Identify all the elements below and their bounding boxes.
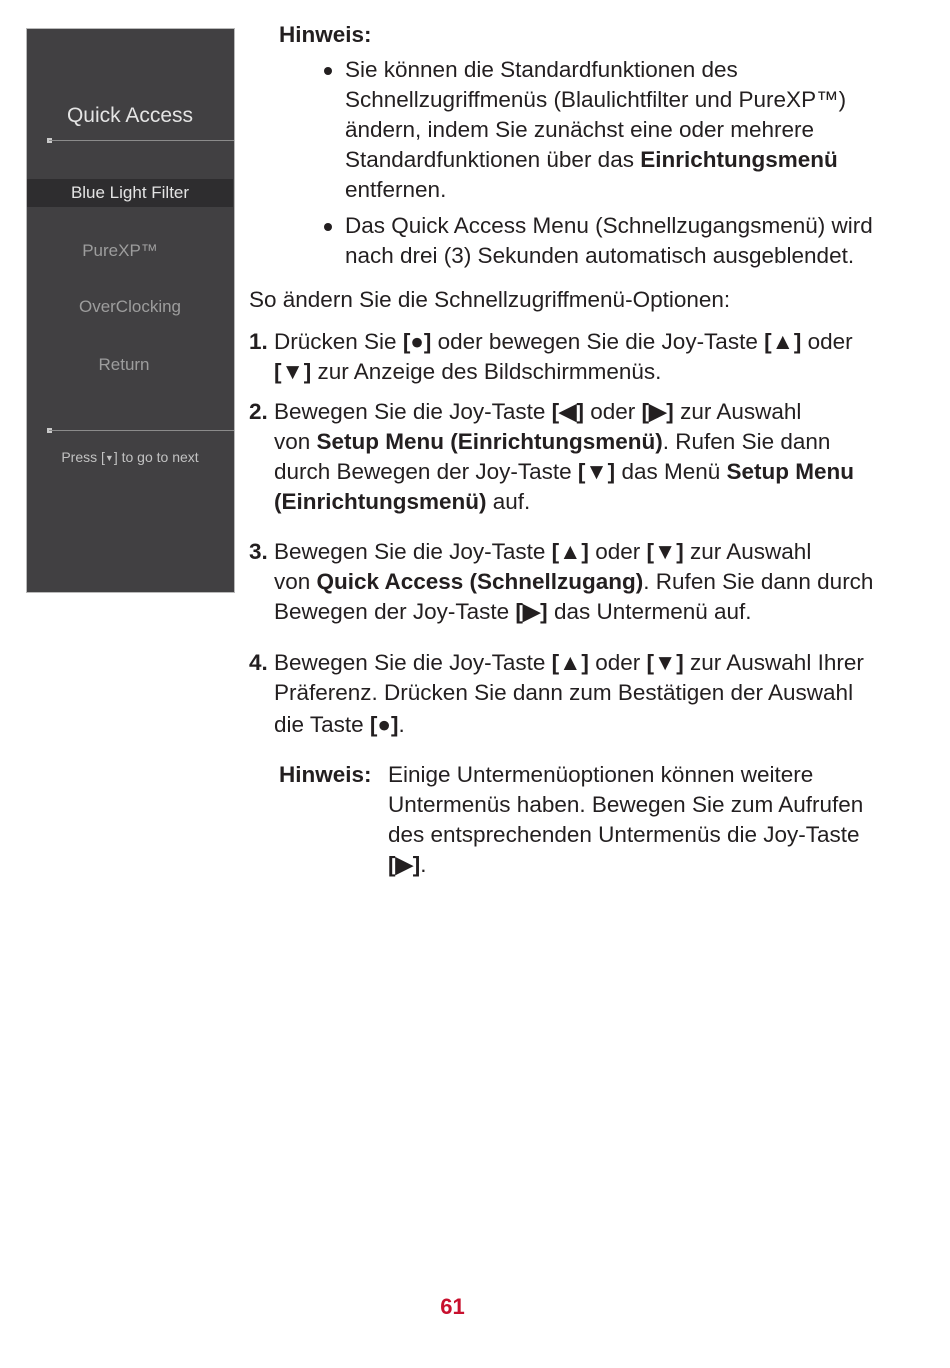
page-number: 61 (440, 1294, 465, 1319)
step-3-line-2: von Quick Access (Schnellzugang). Rufen Sie dann durch (274, 569, 874, 594)
step-number: 2. (249, 399, 268, 424)
intro-text: So ändern Sie die Schnellzugriffmenü-Optionen: (249, 287, 731, 312)
step-2-line-4: (Einrichtungsmenü) auf. (274, 489, 531, 514)
step-2-line-3: durch Bewegen der Joy-Taste [▼] das Menü Setup Menu (274, 459, 855, 484)
step-4-line-2: Präferenz. Drücken Sie dann zum Bestätigen der Auswahl (274, 680, 854, 705)
note-bullet-2-line-2: nach drei (3) Sekunden automatisch ausgeblendet. (345, 243, 855, 268)
note-bullet-1-line-3: ändern, indem Sie zunächst eine oder mehrere (345, 117, 815, 142)
menu-item-blue-light-filter: Blue Light Filter (27, 179, 233, 207)
step-2-line-2: von Setup Menu (Einrichtungsmenü). Rufen Sie dann (274, 429, 831, 454)
menu-divider (49, 140, 234, 141)
step-4-line-1: Bewegen Sie die Joy-Taste [▲] oder [▼] zur Auswahl Ihrer (274, 650, 864, 675)
bullet-icon (324, 223, 332, 231)
step-2-line-1: Bewegen Sie die Joy-Taste [◀] oder [▶] zur Auswahl (274, 399, 802, 424)
step-1-line-1: Drücken Sie [●] oder bewegen Sie die Joy-Taste [▲] oder (274, 329, 853, 354)
note-bullet-1-line-1: Sie können die Standardfunktionen des (345, 57, 738, 82)
note-bullet-1-line-2: Schnellzugriffmenüs (Blaulichtfilter und PureXP™) (345, 87, 847, 112)
note-bullet-1-line-5: entfernen. (345, 177, 447, 202)
menu-title: Quick Access (66, 104, 194, 127)
step-3-line-1: Bewegen Sie die Joy-Taste [▲] oder [▼] zur Auswahl (274, 539, 812, 564)
menu-divider (49, 430, 234, 431)
step-number: 4. (249, 650, 268, 675)
menu-item-return: Return (98, 355, 150, 374)
menu-hint: Press [▼] to go to next (61, 449, 199, 465)
step-number: 3. (249, 539, 268, 564)
step-number: 1. (249, 329, 268, 354)
note-2-line-1: Einige Untermenüoptionen können weitere (388, 762, 814, 787)
note-bullet-2-line-1: Das Quick Access Menu (Schnellzugangsmenü) wird (345, 213, 873, 238)
note-2-line-2: Untermenüs haben. Bewegen Sie zum Aufrufen (388, 792, 864, 817)
note-2-line-3: des entsprechenden Untermenüs die Joy-Taste (388, 822, 860, 847)
note-heading: Hinweis: (279, 762, 372, 787)
bullet-icon (324, 67, 332, 75)
step-3-line-3: Bewegen der Joy-Taste [▶] das Untermenü auf. (274, 599, 752, 624)
step-1-line-2: [▼] zur Anzeige des Bildschirmmenüs. (274, 359, 662, 384)
down-arrow-icon: ▼ (104, 453, 114, 463)
menu-item-overclocking: OverClocking (78, 297, 182, 316)
menu-item-purexp: PureXP™ (82, 241, 158, 260)
step-4-line-3: die Taste [●]. (274, 712, 405, 737)
note-heading: Hinweis: (279, 22, 372, 47)
note-bullet-1-line-4: Standardfunktionen über das Einrichtungsmenü (345, 147, 838, 172)
note-2-line-4: [▶]. (388, 852, 427, 877)
quick-access-menu-image (26, 28, 235, 593)
